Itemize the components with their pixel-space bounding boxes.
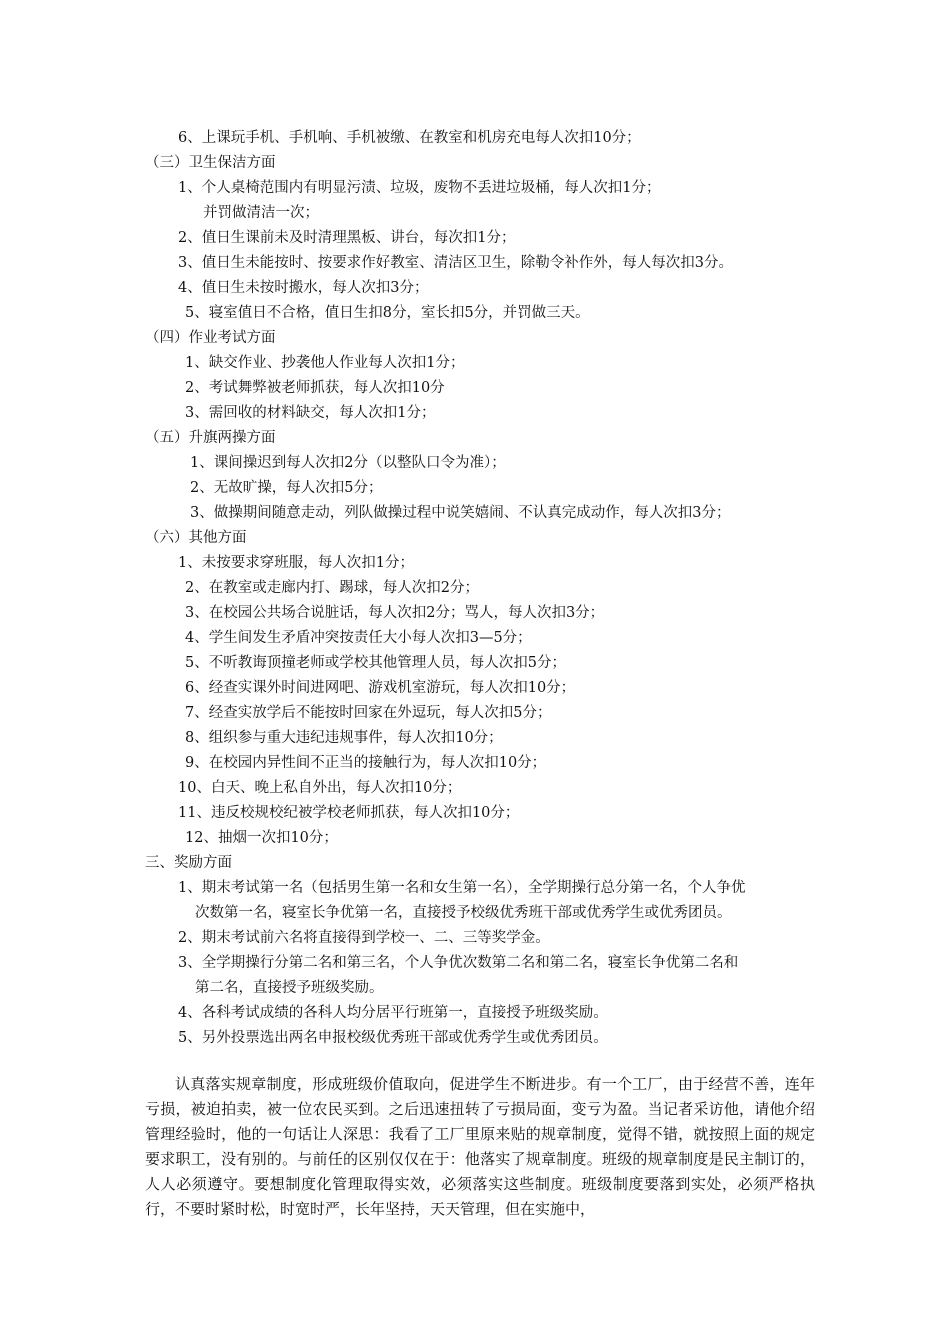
reward-line: 第二名，直接授予班级奖励。 — [195, 980, 384, 996]
rule-line: 2、值日生课前未及时清理黑板、讲台，每次扣1分； — [178, 230, 516, 246]
paragraph-text: 认真落实规章制度，形成班级价值取向，促进学生不断进步。有一个工厂，由于经营不善，连年亏损，被迫拍卖，被一位农民买到。之后迅速扭转了亏损局面，变亏为盈。当记者采访他，请他介绍管理经验时，他的一句话让人深思：我看了工厂里原来贴的规章制度，觉得不错，就按照上面的规定要求职工，没有别的。与前任的区别仅仅在于：他落实了规章制度。班级的规章制度是民主制订的，人人必须遵守。要想制度化管理取得实效，必须落实这些制度。班级制度要落到实处，必须严格执行，不要时紧时松，时宽时严，长年坚持，天天管理，但在实施中， — [145, 1075, 815, 1218]
rule-line: 3、需回收的材料缺交，每人次扣1分； — [185, 405, 436, 421]
body-paragraph — [145, 1072, 815, 1222]
reward-line: 4、各科考试成绩的各科人均分居平行班第一，直接授予班级奖励。 — [178, 1005, 608, 1021]
rule-line: 7、经查实放学后不能按时回家在外逗玩，每人次扣5分； — [185, 705, 552, 721]
reward-line: 5、另外投票选出两名申报校级优秀班干部或优秀学生或优秀团员。 — [178, 1030, 608, 1046]
reward-line: 3、全学期操行分第二名和第三名，个人争优次数第二名和第二名，寝室长争优第二名和 — [178, 955, 739, 971]
rule-line: 5、不听教诲顶撞老师或学校其他管理人员，每人次扣5分； — [185, 655, 566, 671]
section-heading: （五）升旗两操方面 — [145, 430, 276, 446]
rule-line: 4、学生间发生矛盾冲突按责任大小每人次扣3—5分； — [185, 630, 532, 646]
section-heading: （四）作业考试方面 — [145, 330, 276, 346]
rule-line: 10、白天、晚上私自外出，每人次扣10分； — [178, 780, 462, 796]
rule-line: 3、在校园公共场合说脏话，每人次扣2分；骂人，每人次扣3分； — [185, 605, 605, 621]
rule-line: 9、在校园内异性间不正当的接触行为，每人次扣10分； — [185, 755, 547, 771]
rule-line: 3、值日生未能按时、按要求作好教室、清洁区卫生，除勒令补作外，每人每次扣3分。 — [178, 255, 733, 271]
rule-line: 6、经查实课外时间进网吧、游戏机室游玩，每人次扣10分； — [185, 680, 576, 696]
reward-line: 2、期末考试前六名将直接得到学校一、二、三等奖学金。 — [178, 930, 550, 946]
rule-line: 5、寝室值日不合格，值日生扣8分，室长扣5分，并罚做三天。 — [185, 305, 590, 321]
section-heading: （六）其他方面 — [145, 530, 247, 546]
rule-line: 11、违反校规校纪被学校老师抓获，每人次扣10分； — [178, 805, 520, 821]
rule-line: 2、考试舞弊被老师抓获，每人次扣10分 — [185, 380, 445, 396]
rule-line: 1、缺交作业、抄袭他人作业每人次扣1分； — [185, 355, 465, 371]
rule-line: 4、值日生未按时搬水，每人次扣3分； — [178, 280, 429, 296]
rule-line: 2、在教室或走廊内打、踢球，每人次扣2分； — [185, 580, 479, 596]
rule-line: 8、组织参与重大违纪违规事件，每人次扣10分； — [185, 730, 503, 746]
rule-line: 并罚做清洁一次； — [203, 205, 319, 221]
rule-line: 1、课间操迟到每人次扣2分（以整队口令为准）； — [190, 455, 506, 471]
rule-line: 6、上课玩手机、手机响、手机被缴、在教室和机房充电每人次扣10分； — [178, 130, 641, 146]
section-heading: 三、奖励方面 — [145, 855, 232, 871]
rule-line: 2、无故旷操，每人次扣5分； — [190, 480, 383, 496]
rule-line: 1、未按要求穿班服，每人次扣1分； — [178, 555, 414, 571]
reward-line: 1、期末考试第一名（包括男生第一名和女生第一名），全学期操行总分第一名，个人争优 — [178, 880, 746, 896]
rule-line: 12、抽烟一次扣10分； — [185, 830, 338, 846]
rule-line: 3、做操期间随意走动，列队做操过程中说笑嬉闹、不认真完成动作，每人次扣3分； — [190, 505, 731, 521]
reward-line: 次数第一名，寝室长争优第一名，直接授予校级优秀班干部或优秀学生或优秀团员。 — [195, 905, 732, 921]
section-heading: （三）卫生保洁方面 — [145, 155, 276, 171]
rule-line: 1、个人桌椅范围内有明显污渍、垃圾，废物不丢进垃圾桶，每人次扣1分； — [178, 180, 661, 196]
